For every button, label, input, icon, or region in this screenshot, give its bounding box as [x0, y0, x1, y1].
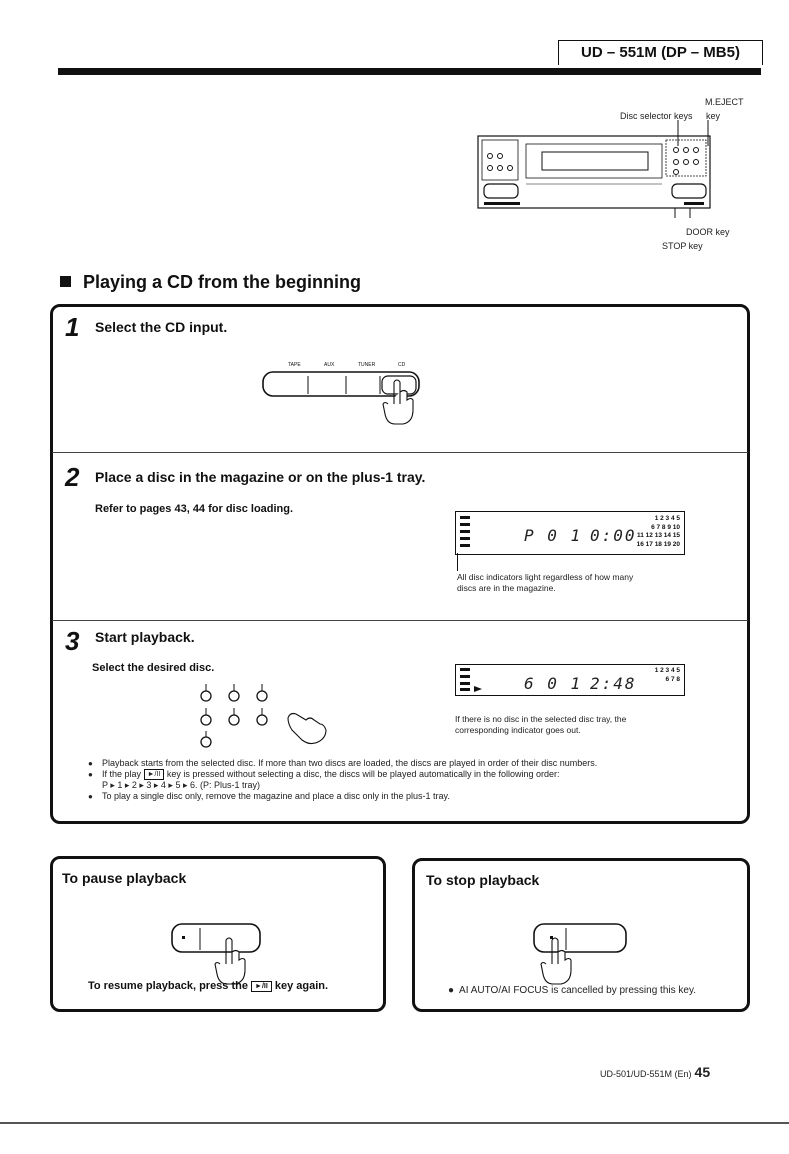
resume-instruction: To resume playback, press the ►/II key again. — [88, 980, 329, 992]
lcd-disc-track: 6 0 1 — [524, 674, 583, 693]
lcd-number-grid: 1 2 3 4 5 6 7 8 9 10 11 12 13 14 15 16 17 18 19 20 — [636, 515, 680, 548]
bottom-rule — [0, 1122, 789, 1124]
step-3-title: Start playback. — [95, 629, 195, 645]
key-label: key — [706, 111, 721, 121]
door-key-label: DOOR key — [686, 227, 730, 237]
stop-key-label: STOP key — [662, 241, 703, 251]
pause-title: To pause playback — [62, 870, 187, 886]
note-auto-play: ● If the play ►/II key is pressed without selecting a disc, the discs will be played automatically in the following order: — [88, 769, 738, 780]
step-2-title: Place a disc in the magazine or on the plus-1 tray. — [95, 469, 426, 485]
step-divider-2 — [52, 620, 748, 621]
stop-key-illustration — [532, 920, 632, 990]
stop-note: ● AI AUTO/AI FOCUS is cancelled by pressing this key. — [448, 985, 696, 996]
lcd-pointer-line — [457, 553, 458, 571]
step-1-number: 1 — [65, 312, 80, 342]
step3-caption: If there is no disc in the selected disc tray, the corresponding indicator goes out. — [455, 714, 627, 735]
page-footer: UD-501/UD-551M (En) 45 — [600, 1064, 711, 1080]
playback-notes — [88, 758, 738, 802]
play-order-sequence: P ▸ 1 ▸ 2 ▸ 3 ▸ 4 ▸ 5 ▸ 6. (P: Plus-1 tray) — [102, 780, 260, 790]
disc-loading-reference: Refer to pages 43, 44 for disc loading. — [95, 503, 294, 515]
step-2-number: 2 — [65, 462, 80, 492]
lcd-disc-track: P 0 1 — [524, 526, 583, 545]
step-1-title: Select the CD input. — [95, 319, 228, 335]
bullet-square — [60, 276, 71, 287]
lcd-display-step2 — [455, 511, 685, 555]
stop-title: To stop playback — [426, 872, 540, 888]
step-divider-1 — [52, 452, 748, 453]
lcd-time: 2:48 — [590, 674, 637, 693]
input-selector-illustration — [262, 368, 422, 426]
section-title: Playing a CD from the beginning — [60, 272, 361, 293]
play-pause-key: ►/II — [144, 769, 165, 780]
disc-selector-label: Disc selector keys — [620, 111, 693, 121]
aux-key-label: AUX — [324, 362, 335, 368]
model-header: UD – 551M (DP – MB5) — [558, 40, 763, 65]
lcd-time: 0:00 — [590, 526, 637, 545]
step-3-number: 3 — [65, 626, 80, 656]
lcd-number-grid: 1 2 3 4 5 6 7 8 — [654, 667, 680, 683]
lcd-display-step3 — [455, 664, 685, 696]
step2-caption: All disc indicators light regardless of how many discs are in the magazine. — [457, 572, 634, 593]
page-number: 45 — [694, 1064, 711, 1080]
cd-key-label: CD — [398, 362, 406, 368]
disc-indicators — [458, 515, 472, 551]
disc-selector-keys-illustration — [196, 680, 336, 748]
disc-indicators — [458, 667, 488, 693]
select-disc-instruction: Select the desired disc. — [92, 662, 215, 674]
play-pause-key: ►/II — [251, 981, 272, 992]
note-playback-order: ● Playback starts from the selected disc. If more than two discs are loaded, the discs are played in order of their disc numbers. — [88, 758, 738, 769]
tuner-key-label: TUNER — [358, 362, 376, 368]
cd-unit-illustration — [470, 118, 720, 218]
tape-key-label: TAPE — [288, 362, 301, 368]
header-rule — [58, 68, 761, 75]
note-single-disc: ● To play a single disc only, remove the magazine and place a disc only in the plus-1 tray. — [88, 791, 738, 802]
meject-label: M.EJECT — [705, 97, 744, 107]
